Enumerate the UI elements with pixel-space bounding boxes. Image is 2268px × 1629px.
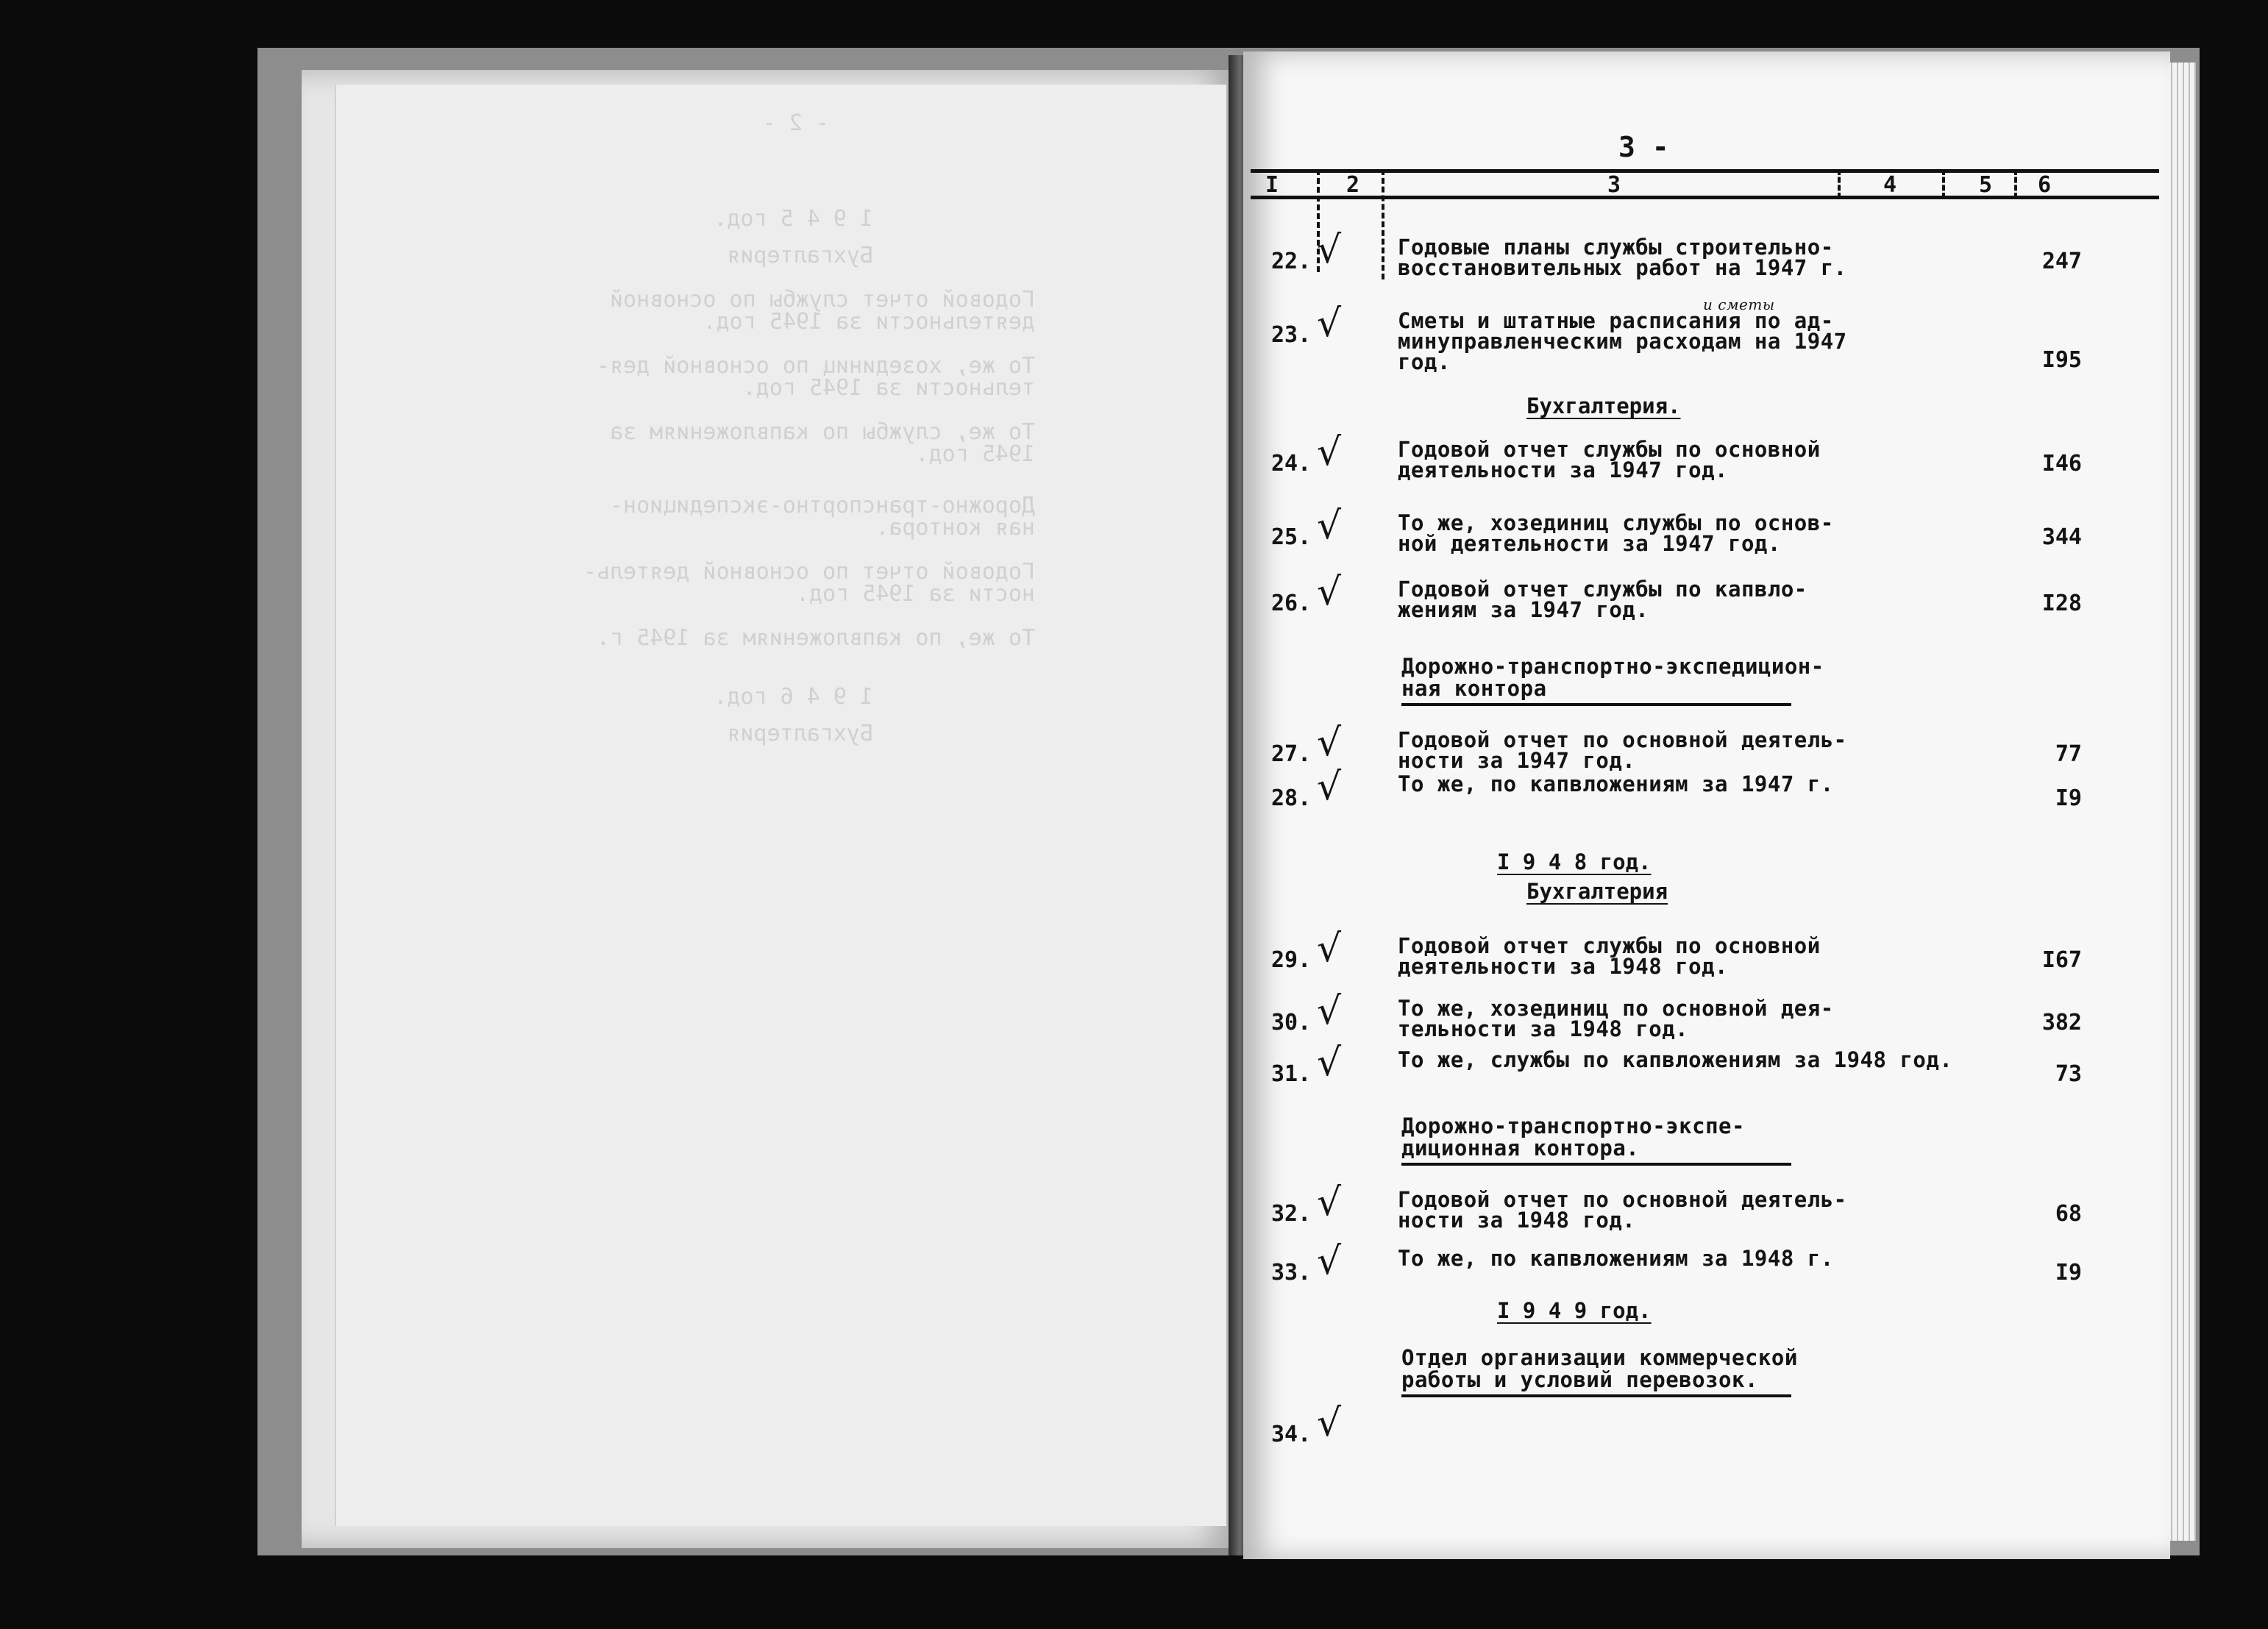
bleed-line: Дорожно-транспортно-экспедицион- bbox=[610, 493, 1035, 518]
entry-text: ности за 1947 год. bbox=[1398, 748, 1636, 773]
heading-underline bbox=[1401, 1394, 1791, 1397]
entry-text: Годовой отчет службы по капвло- bbox=[1398, 577, 1807, 602]
page-count: I9 bbox=[2055, 1260, 2082, 1286]
col-header: 5 bbox=[1979, 172, 1993, 198]
right-page bbox=[1243, 51, 2170, 1559]
entry-text: То же, службы по капвложениям за 1948 год. bbox=[1398, 1047, 1953, 1072]
section-heading: диционная контора. bbox=[1401, 1136, 1640, 1161]
page-count: I9 bbox=[2055, 785, 2082, 811]
page-count: 77 bbox=[2055, 741, 2082, 767]
entry-text: деятельности за 1947 год. bbox=[1398, 457, 1728, 482]
entry-number: 26. bbox=[1271, 591, 1312, 616]
entry-number: 29. bbox=[1271, 947, 1312, 973]
bleed-line: ности за 1945 год. bbox=[795, 581, 1035, 607]
check-mark: √ bbox=[1317, 430, 1342, 474]
entry-number: 33. bbox=[1271, 1260, 1312, 1286]
col-header: I bbox=[1265, 172, 1279, 198]
check-mark: √ bbox=[1317, 1239, 1342, 1283]
check-mark: √ bbox=[1317, 927, 1342, 971]
section-heading: работы и условий перевозок. bbox=[1401, 1367, 1758, 1392]
bleed-line: ная контора. bbox=[875, 515, 1035, 541]
handwritten-annotation: и сметы bbox=[1703, 296, 1775, 313]
page-count: 382 bbox=[2041, 1010, 2082, 1035]
section-heading: Отдел организации коммерческой bbox=[1401, 1345, 1798, 1370]
entry-text: Годовой отчет по основной деятель- bbox=[1398, 1187, 1847, 1212]
check-mark: √ bbox=[1317, 1180, 1342, 1225]
entry-text: жениям за 1947 год. bbox=[1398, 597, 1649, 622]
check-mark: √ bbox=[1317, 228, 1342, 272]
col-header: 6 bbox=[2038, 172, 2052, 198]
entry-number: 27. bbox=[1271, 741, 1312, 767]
entry-text: Годовой отчет службы по основной bbox=[1398, 437, 1821, 462]
entry-text: тельности за 1948 год. bbox=[1398, 1016, 1689, 1041]
bleed-line: деятельности за 1945 год. bbox=[703, 309, 1035, 335]
entry-text: восстановительных работ на 1947 г. bbox=[1398, 255, 1847, 280]
bleed-line: Бухгалтерия bbox=[727, 243, 873, 268]
bleed-line: тельности за 1945 год. bbox=[742, 375, 1035, 401]
entry-text: Годовой отчет по основной деятель- bbox=[1398, 727, 1847, 752]
page-edges bbox=[2166, 63, 2196, 1541]
entry-number: 23. bbox=[1271, 322, 1312, 348]
entry-text: Годовые планы службы строительно- bbox=[1398, 235, 1834, 260]
col-header: 3 bbox=[1607, 172, 1621, 198]
entry-number: 30. bbox=[1271, 1010, 1312, 1035]
heading-underline bbox=[1401, 703, 1791, 706]
bleed-line: То же, по капвложениям за 1945 г. bbox=[596, 625, 1035, 651]
col-header: 4 bbox=[1883, 172, 1897, 198]
section-heading: Дорожно-транспортно-экспе- bbox=[1401, 1113, 1745, 1138]
entry-number: 22. bbox=[1271, 249, 1312, 274]
check-mark: √ bbox=[1317, 302, 1342, 346]
entry-text: То же, хозединиц службы по основ- bbox=[1398, 510, 1834, 535]
bleed-line: Годовой отчет по основной деятель- bbox=[583, 559, 1035, 585]
section-heading: Бухгалтерия. bbox=[1526, 393, 1681, 418]
entry-number: 34. bbox=[1271, 1422, 1312, 1447]
column-divider bbox=[1382, 169, 1384, 279]
entry-text: Сметы и штатные расписания по ад- bbox=[1398, 308, 1834, 333]
entry-text: То же, хозединиц по основной дея- bbox=[1398, 996, 1834, 1021]
page-count: I28 bbox=[2041, 591, 2082, 616]
page-count: 247 bbox=[2041, 249, 2082, 274]
table-rule-top bbox=[1251, 169, 2159, 173]
check-mark: √ bbox=[1317, 504, 1342, 548]
left-page-number: - 2 - bbox=[762, 110, 829, 136]
bleed-line: Бухгалтерия bbox=[727, 721, 873, 746]
page-count: 73 bbox=[2055, 1061, 2082, 1087]
column-divider bbox=[1838, 169, 1841, 199]
entry-number: 31. bbox=[1271, 1061, 1312, 1087]
check-mark: √ bbox=[1317, 570, 1342, 614]
entry-text: Годовой отчет службы по основной bbox=[1398, 933, 1821, 958]
left-page-sheet bbox=[335, 85, 1226, 1526]
bleed-line: То же, хозединиц по основной дея- bbox=[596, 353, 1035, 379]
bleed-line: 1945 год. bbox=[915, 441, 1035, 467]
entry-number: 25. bbox=[1271, 524, 1312, 550]
year-heading: I 9 4 8 год. bbox=[1497, 849, 1652, 874]
page-count: I95 bbox=[2041, 347, 2082, 373]
page-count: I46 bbox=[2041, 451, 2082, 477]
year-heading: I 9 4 9 год. bbox=[1497, 1298, 1652, 1323]
entry-text: То же, по капвложениям за 1948 г. bbox=[1398, 1246, 1834, 1271]
col-header: 2 bbox=[1346, 172, 1360, 198]
check-mark: √ bbox=[1317, 721, 1342, 765]
page-count: 344 bbox=[2041, 524, 2082, 550]
entry-number: 28. bbox=[1271, 785, 1312, 811]
bleed-line: Годовой отчет службы по основной bbox=[610, 287, 1035, 313]
right-page-number: 3 - bbox=[1618, 131, 1669, 163]
entry-text: ной деятельности за 1947 год. bbox=[1398, 531, 1781, 556]
page-count: I67 bbox=[2041, 947, 2082, 973]
section-heading: Бухгалтерия bbox=[1526, 879, 1668, 904]
check-mark: √ bbox=[1317, 1401, 1342, 1445]
entry-text: минуправленческим расходам на 1947 bbox=[1398, 329, 1847, 354]
section-heading: Дорожно-транспортно-экспедицион- bbox=[1401, 654, 1824, 679]
page-count: 68 bbox=[2055, 1201, 2082, 1227]
entry-text: год. bbox=[1398, 349, 1451, 374]
entry-text: деятельности за 1948 год. bbox=[1398, 954, 1728, 979]
check-mark: √ bbox=[1317, 1041, 1342, 1085]
bleed-line: 1 9 4 6 год. bbox=[714, 684, 873, 710]
check-mark: √ bbox=[1317, 765, 1342, 809]
entry-number: 32. bbox=[1271, 1201, 1312, 1227]
bleed-line: 1 9 4 5 год. bbox=[714, 206, 873, 232]
heading-underline bbox=[1401, 1163, 1791, 1166]
entry-number: 24. bbox=[1271, 451, 1312, 477]
column-divider bbox=[1942, 169, 1945, 199]
table-rule-header bbox=[1251, 196, 2159, 199]
entry-text: ности за 1948 год. bbox=[1398, 1208, 1636, 1233]
entry-text: То же, по капвложениям за 1947 г. bbox=[1398, 771, 1834, 796]
check-mark: √ bbox=[1317, 989, 1342, 1033]
bleed-line: То же, службы по капвложениям за bbox=[610, 419, 1035, 445]
section-heading: ная контора bbox=[1401, 676, 1547, 701]
column-divider bbox=[2014, 169, 2017, 199]
bleed-through-text bbox=[336, 85, 1226, 1526]
